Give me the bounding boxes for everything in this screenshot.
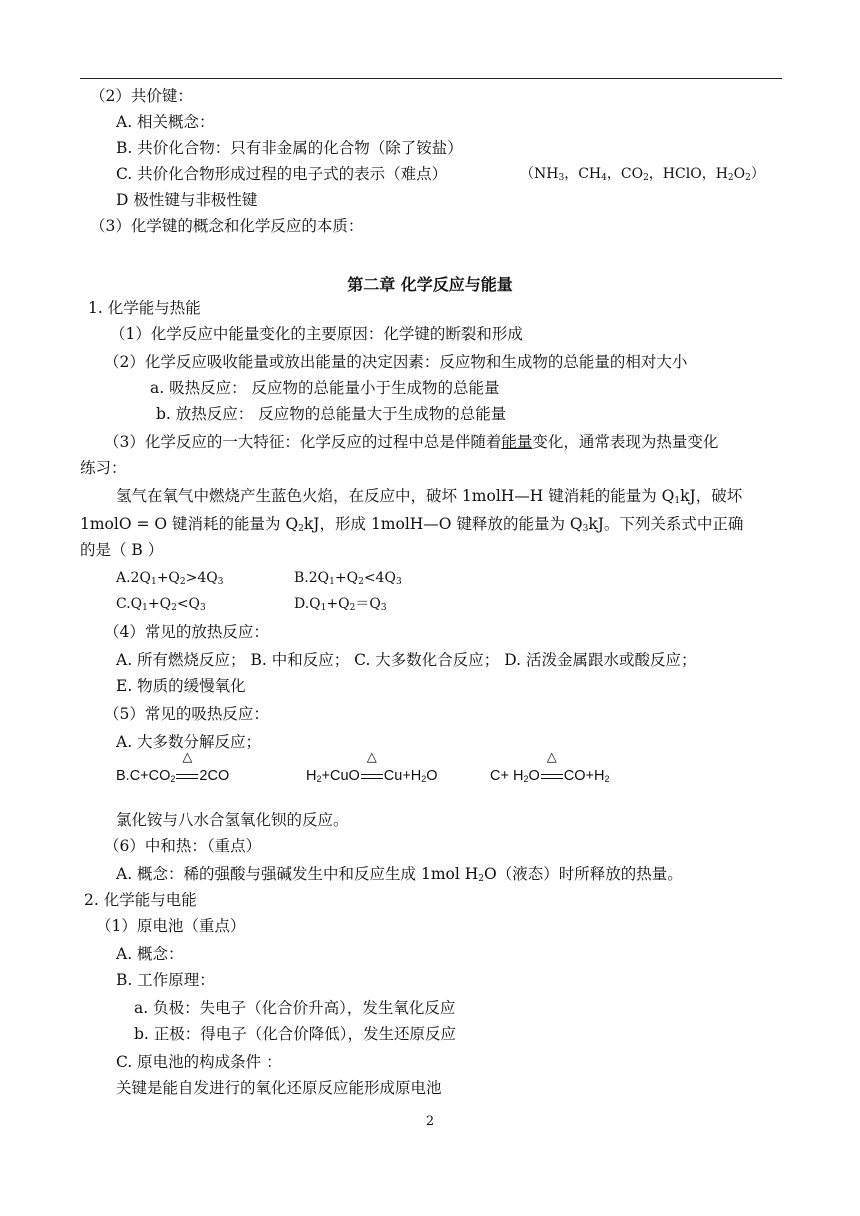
point-1: （1）化学反应中能量变化的主要原因：化学键的断裂和形成 [110,325,523,343]
exercise-label: 练习： [80,459,127,477]
point-5: （5）常见的吸热反应： [104,705,269,723]
item-electron-formula: C. 共价化合物形成过程的电子式的表示（难点） [116,165,448,183]
cell-concept: A. 概念： [116,945,184,963]
neutralization-concept: A. 概念：稀的强酸与强碱发生中和反应生成 1mol $H_2O$（液态）时所释放的热量。 [116,865,683,884]
endothermic: a. 吸热反应： 反应物的总能量小于生成物的总能量 [150,379,500,397]
section-covalent: （2）共价键： [90,87,193,105]
cell-principle: B. 工作原理： [116,971,215,989]
item-covalent-compound: B. 共价化合物：只有非金属的化合物（除了铵盐） [116,139,463,157]
point-6: （6）中和热：（重点） [104,837,262,855]
point-2: （2）化学反应吸收能量或放出能量的决定因素：反应物和生成物的总能量的相对大小 [104,353,688,371]
item-concept: A. 相关概念： [116,113,215,131]
cell-key-point: 关键是能自发进行的氧化还原反应能形成原电池 [116,1079,442,1097]
problem-line-2: 1molO = O 键消耗的能量为 $Q_2kJ$，形成 1molH—O 键释放的能量为 $Q_3kJ$。下列关系式中正确 [80,515,744,534]
option-d: $D.Q_1+Q_2=Q_3$ [294,596,387,613]
topic-electric-energy: 2. 化学能与电能 [84,891,197,909]
examples-list: （$NH_3$，$CH_4$，$CO_2$，HClO，$H_2O_2$） [520,166,765,183]
option-c: $C.Q_1+Q_2<Q_3$ [116,596,206,613]
option-b: $B.2Q_1+Q_2<4Q_3$ [294,570,402,587]
chapter-title: 第二章 化学反应与能量 [347,275,513,294]
endothermic-decomposition: A. 大多数分解反应； [116,733,262,751]
point-4: （4）常见的放热反应： [104,623,269,641]
item-polar-bond: D 极性键与非极性键 [116,191,258,209]
heat-symbol: △ [182,749,193,764]
heat-symbol: △ [546,749,557,764]
cell-conditions: C. 原电池的构成条件 ： [116,1053,282,1071]
problem-answer: 的是（ B ） [80,541,164,559]
positive-electrode: b. 正极：得电子（化合价降低），发生还原反应 [134,1025,457,1043]
header-rule [80,78,782,79]
problem-line-1: 氢气在氧气中燃烧产生蓝色火焰，在反应中，破坏 1molH—H 键消耗的能量为 $Q_1kJ$，破坏 [116,487,743,506]
exothermic: b. 放热反应： 反应物的总能量大于生成物的总能量 [156,405,507,423]
option-a: $A.2Q_1+Q_2>4Q_3$ [116,570,224,587]
exothermic-list: A. 所有燃烧反应； B. 中和反应； C. 大多数化合反应； D. 活泼金属跟水或酸反应； [116,651,697,669]
negative-electrode: a. 负极：失电子（化合价升高），发生氧化反应 [134,999,456,1017]
page-number: 2 [425,1114,435,1129]
equation-2: $H_2+CuO$ △ $Cu+H_2O$ [306,749,438,784]
point-3: （3）化学反应的一大特征：化学反应的过程中总是伴随着能量变化，通常表现为热量变化 [104,433,719,451]
exothermic-list-e: E. 物质的缓慢氧化 [116,677,246,695]
equation-1: $B.C+CO_2$ △ 2CO [116,749,230,784]
heat-symbol: △ [366,749,377,764]
equation-3: $C+ H_2O$ △ $CO+H_2$ [490,749,610,784]
section-chemical-bond: （3）化学键的概念和化学反应的本质： [90,217,364,235]
ammonium-reaction: 氯化铵与八水合氢氧化钡的反应。 [116,811,349,829]
topic-heat-energy: 1. 化学能与热能 [88,299,201,317]
primary-cell: （1）原电池（重点） [96,917,246,935]
